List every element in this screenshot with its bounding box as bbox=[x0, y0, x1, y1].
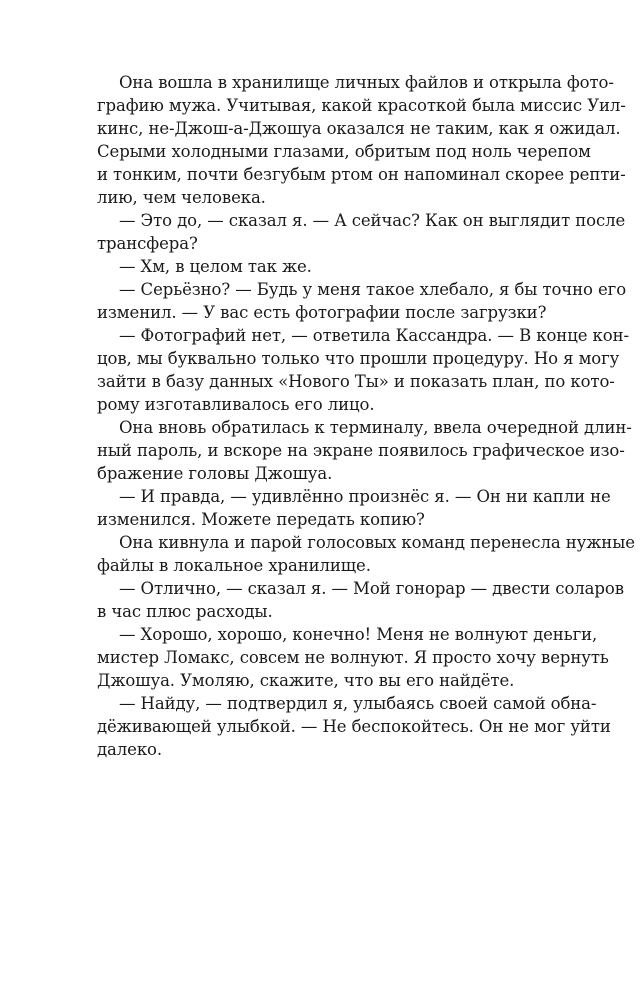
text-line: Она кивнула и парой голосовых команд перенесла нужные bbox=[119, 533, 635, 552]
text-line: кинс, не-Джош-а-Джошуа оказался не таким, как я ожидал. bbox=[97, 119, 621, 138]
text-line: — Это до, — сказал я. — А сейчас? Как он выглядит после bbox=[119, 211, 626, 230]
text-line: Джошуа. Умоляю, скажите, что вы его найдёте. bbox=[97, 671, 515, 690]
paragraph bbox=[97, 278, 627, 324]
text-line: — Хм, в целом так же. bbox=[119, 257, 312, 276]
text-line: ный пароль, и вскоре на экране появилось графическое изо- bbox=[97, 441, 625, 460]
text-line: — Фотографий нет, — ответила Кассандра. — В конце кон- bbox=[119, 326, 629, 345]
paragraph bbox=[97, 531, 635, 577]
text-line: и тонким, почти безгубым ртом он напоминал скорее репти- bbox=[97, 165, 626, 184]
text-line: Она вновь обратилась к терминалу, ввела очередной длин- bbox=[119, 418, 632, 437]
text-line: трансфера? bbox=[97, 234, 198, 253]
text-line: дёживающей улыбкой. — Не беспокойтесь. Он не мог уйти bbox=[97, 717, 611, 736]
text-line: — Отлично, — сказал я. — Мой гонорар — двести соларов bbox=[119, 579, 624, 598]
body-text bbox=[97, 71, 635, 761]
text-line: изменился. Можете передать копию? bbox=[97, 510, 425, 529]
paragraph bbox=[97, 485, 611, 531]
text-line: лию, чем человека. bbox=[97, 188, 266, 207]
paragraph bbox=[97, 255, 551, 278]
text-line: — Серьёзно? — Будь у меня такое хлебало, я бы точно его bbox=[119, 280, 627, 299]
text-line: — Хорошо, хорошо, конечно! Меня не волнуют деньги, bbox=[119, 625, 598, 644]
text-line: — И правда, — удивлённо произнёс я. — Он ни капли не bbox=[119, 487, 611, 506]
paragraph bbox=[97, 692, 611, 761]
paragraph bbox=[97, 324, 629, 416]
paragraph bbox=[97, 416, 632, 485]
text-line: цов, мы буквально только что прошли процедуру. Но я могу bbox=[97, 349, 620, 368]
text-line: изменил. — У вас есть фотографии после загрузки? bbox=[97, 303, 547, 322]
text-line: Она вошла в хранилище личных файлов и открыла фото- bbox=[119, 73, 614, 92]
text-line: рому изготавливалось его лицо. bbox=[97, 395, 375, 414]
text-line: Серыми холодными глазами, обритым под ноль черепом bbox=[97, 142, 591, 161]
text-line: бражение головы Джошуа. bbox=[97, 464, 333, 483]
text-line: файлы в локальное хранилище. bbox=[97, 556, 371, 575]
text-line: в час плюс расходы. bbox=[97, 602, 273, 621]
text-line: мистер Ломакс, совсем не волнуют. Я просто хочу вернуть bbox=[97, 648, 609, 667]
paragraph bbox=[97, 209, 626, 255]
paragraph bbox=[97, 623, 609, 692]
text-line: графию мужа. Учитывая, какой красоткой была миссис Уил- bbox=[97, 96, 626, 115]
text-line: далеко. bbox=[97, 740, 163, 759]
paragraph bbox=[97, 71, 626, 209]
text-line: — Найду, — подтвердил я, улыбаясь своей самой обна- bbox=[119, 694, 597, 713]
text-line: зайти в базу данных «Нового Ты» и показать план, по кото- bbox=[97, 372, 615, 391]
paragraph bbox=[97, 577, 624, 623]
